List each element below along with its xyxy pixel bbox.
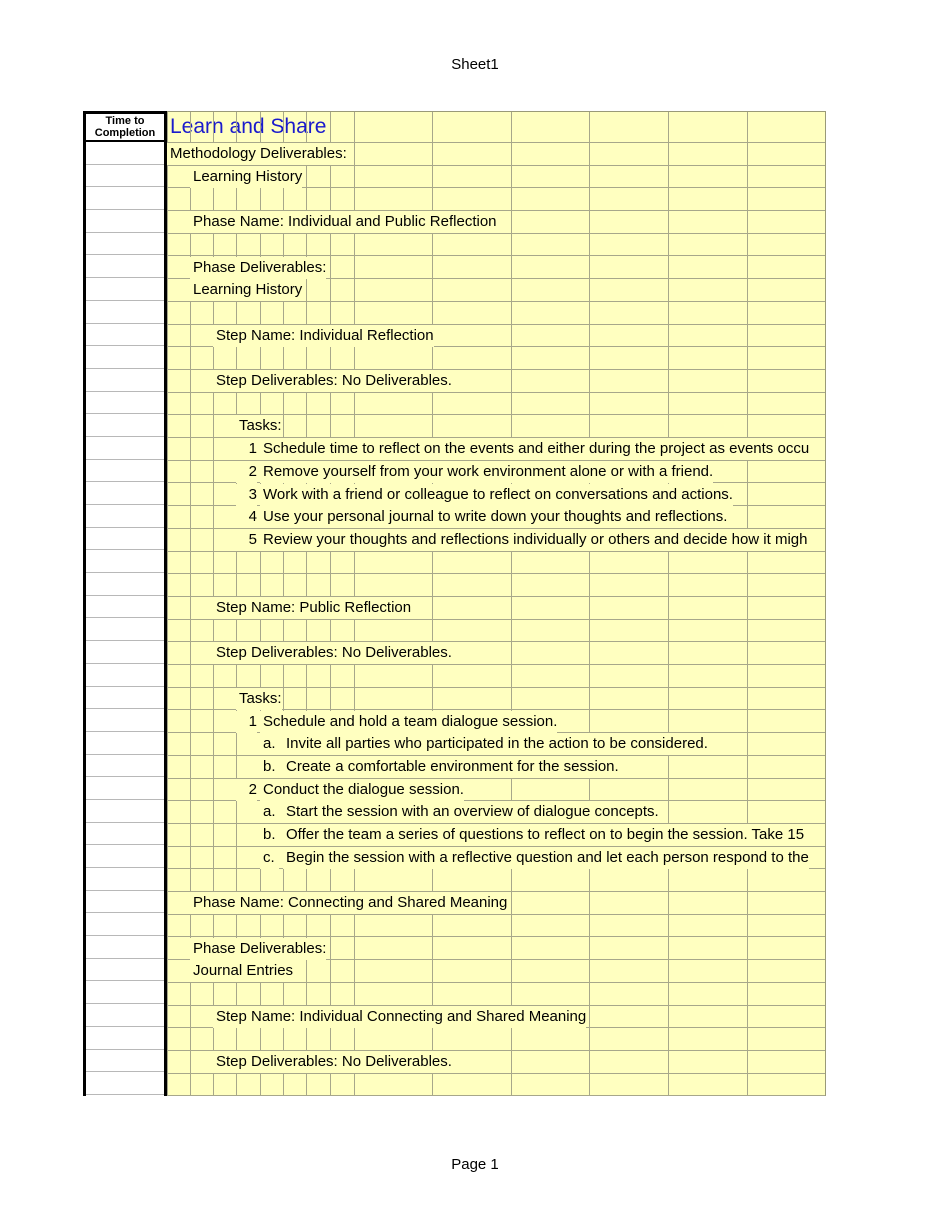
task-number: 1 — [236, 711, 257, 733]
table-row — [167, 393, 826, 416]
time-to-completion-cell[interactable] — [86, 1027, 164, 1050]
sheet-name: Sheet1 — [451, 56, 499, 73]
table-row — [167, 257, 826, 280]
table-row — [167, 960, 826, 983]
row-text: Offer the team a series of questions to reflect on to begin the session. Take 15 — [283, 824, 804, 846]
row-text: Journal Entries — [190, 960, 293, 982]
table-row — [167, 688, 826, 711]
sheet-title: Learn and Share — [167, 113, 326, 141]
row-text: Step Name: Individual Reflection — [213, 325, 434, 347]
table-row — [167, 325, 826, 348]
table-row — [167, 915, 826, 938]
time-to-completion-cell[interactable] — [86, 187, 164, 210]
table-row — [167, 1028, 826, 1051]
time-to-completion-cell[interactable] — [86, 891, 164, 914]
spreadsheet-grid — [167, 111, 826, 1096]
row-text: Work with a friend or colleague to reflect on conversations and actions. — [260, 484, 733, 506]
row-text: Tasks: — [236, 415, 282, 437]
time-to-completion-cell[interactable] — [86, 346, 164, 369]
time-to-completion-column — [83, 142, 167, 1096]
task-number: b. — [260, 824, 279, 846]
row-text: Learning History — [190, 279, 302, 301]
time-to-completion-cell[interactable] — [86, 845, 164, 868]
table-row — [167, 415, 826, 438]
table-row — [167, 302, 826, 325]
table-row — [167, 166, 826, 189]
title-row — [167, 112, 826, 143]
row-text: Step Name: Public Reflection — [213, 597, 411, 619]
table-row — [167, 347, 826, 370]
table-row — [167, 370, 826, 393]
time-to-completion-cell[interactable] — [86, 709, 164, 732]
table-row — [167, 552, 826, 575]
time-to-completion-cell[interactable] — [86, 414, 164, 437]
task-number: a. — [260, 733, 279, 755]
table-row — [167, 143, 826, 166]
time-to-completion-cell[interactable] — [86, 687, 164, 710]
time-to-completion-cell[interactable] — [86, 210, 164, 233]
time-to-completion-cell[interactable] — [86, 482, 164, 505]
table-row — [167, 1006, 826, 1029]
row-text: Use your personal journal to write down your thoughts and reflections. — [260, 506, 727, 528]
time-to-completion-cell[interactable] — [86, 460, 164, 483]
time-to-completion-cell[interactable] — [86, 959, 164, 982]
table-row — [167, 665, 826, 688]
task-number: 3 — [236, 484, 257, 506]
time-to-completion-cell[interactable] — [86, 324, 164, 347]
row-text: Start the session with an overview of dialogue concepts. — [283, 801, 659, 823]
time-to-completion-cell[interactable] — [86, 528, 164, 551]
time-to-completion-cell[interactable] — [86, 255, 164, 278]
time-to-completion-cell[interactable] — [86, 550, 164, 573]
row-text: Conduct the dialogue session. — [260, 779, 464, 801]
table-row — [167, 733, 826, 756]
time-to-completion-header: Time to Completion — [83, 111, 167, 142]
time-to-completion-cell[interactable] — [86, 913, 164, 936]
time-to-completion-cell[interactable] — [86, 369, 164, 392]
time-to-completion-cell[interactable] — [86, 641, 164, 664]
time-to-completion-cell[interactable] — [86, 777, 164, 800]
time-to-completion-cell[interactable] — [86, 505, 164, 528]
time-to-completion-cell[interactable] — [86, 142, 164, 165]
time-to-completion-cell[interactable] — [86, 1050, 164, 1073]
table-row — [167, 574, 826, 597]
table-row — [167, 801, 826, 824]
row-text: Step Deliverables: No Deliverables. — [213, 1051, 452, 1073]
task-number: 2 — [236, 779, 257, 801]
table-row — [167, 847, 826, 870]
time-to-completion-cell[interactable] — [86, 437, 164, 460]
time-to-completion-cell[interactable] — [86, 936, 164, 959]
time-to-completion-cell[interactable] — [86, 823, 164, 846]
row-text: Phase Deliverables: — [190, 257, 326, 279]
table-row — [167, 642, 826, 665]
row-text: Tasks: — [236, 688, 282, 710]
table-row — [167, 756, 826, 779]
table-row — [167, 529, 826, 552]
row-text: Create a comfortable environment for the session. — [283, 756, 619, 778]
time-to-completion-cell[interactable] — [86, 301, 164, 324]
time-to-completion-cell[interactable] — [86, 618, 164, 641]
page-number: Page 1 — [451, 1156, 499, 1173]
table-row — [167, 983, 826, 1006]
table-row — [167, 188, 826, 211]
table-row — [167, 824, 826, 847]
task-number: 1 — [236, 438, 257, 460]
task-number: 2 — [236, 461, 257, 483]
row-text: Step Deliverables: No Deliverables. — [213, 642, 452, 664]
time-to-completion-cell[interactable] — [86, 1004, 164, 1027]
row-text: Step Name: Individual Connecting and Shared Meaning — [213, 1006, 586, 1028]
row-text: Phase Name: Individual and Public Reflection — [190, 211, 497, 233]
time-to-completion-cell[interactable] — [86, 573, 164, 596]
row-text: Schedule time to reflect on the events and either during the project as events occu — [260, 438, 809, 460]
row-text: Step Deliverables: No Deliverables. — [213, 370, 452, 392]
table-row — [167, 869, 826, 892]
task-number: a. — [260, 801, 279, 823]
time-to-completion-cell[interactable] — [86, 868, 164, 891]
table-row — [167, 234, 826, 257]
table-row — [167, 438, 826, 461]
task-number: c. — [260, 847, 279, 869]
task-number: 5 — [236, 529, 257, 551]
table-row — [167, 279, 826, 302]
row-text: Invite all parties who participated in the action to be considered. — [283, 733, 708, 755]
task-number: 4 — [236, 506, 257, 528]
row-text: Methodology Deliverables: — [167, 143, 347, 165]
time-to-completion-cell[interactable] — [86, 981, 164, 1004]
table-row — [167, 211, 826, 234]
time-to-completion-cell[interactable] — [86, 596, 164, 619]
table-row — [167, 506, 826, 529]
task-number: b. — [260, 756, 279, 778]
time-to-completion-cell[interactable] — [86, 233, 164, 256]
time-to-completion-cell[interactable] — [86, 392, 164, 415]
row-text: Remove yourself from your work environment alone or with a friend. — [260, 461, 713, 483]
table-row — [167, 597, 826, 620]
time-to-completion-cell[interactable] — [86, 1072, 164, 1095]
table-row — [167, 938, 826, 961]
table-row — [167, 461, 826, 484]
table-row — [167, 711, 826, 734]
row-text: Learning History — [190, 166, 302, 188]
row-text: Schedule and hold a team dialogue session. — [260, 711, 557, 733]
table-row — [167, 1074, 826, 1096]
row-text: Begin the session with a reflective question and let each person respond to the — [283, 847, 809, 869]
table-row — [167, 1051, 826, 1074]
table-row — [167, 484, 826, 507]
time-to-completion-cell[interactable] — [86, 755, 164, 778]
time-to-completion-cell[interactable] — [86, 664, 164, 687]
table-row — [167, 779, 826, 802]
row-text: Phase Name: Connecting and Shared Meaning — [190, 892, 507, 914]
row-text: Phase Deliverables: — [190, 938, 326, 960]
table-row — [167, 620, 826, 643]
row-text: Review your thoughts and reflections individually or others and decide how it migh — [260, 529, 807, 551]
table-row — [167, 892, 826, 915]
time-to-completion-cell[interactable] — [86, 800, 164, 823]
grid-column-line — [825, 112, 826, 1096]
time-to-completion-cell[interactable] — [86, 165, 164, 188]
time-to-completion-cell[interactable] — [86, 278, 164, 301]
time-to-completion-cell[interactable] — [86, 732, 164, 755]
